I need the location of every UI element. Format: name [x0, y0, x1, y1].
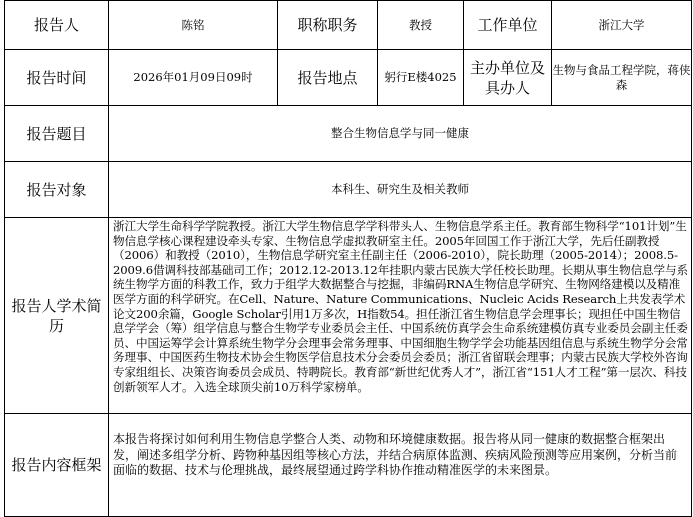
work-unit-label: 工作单位	[464, 1, 552, 50]
content-framework-text: 本报告将探讨如何利用生物信息学整合人类、动物和环境健康数据。报告将从同一健康的数据整合框架出发，阐述多组学分析、跨物种基因组等核心方法，并结合病原体监测、疾病风险预测等应用案例，分析当前面临的数据、技术与伦理挑战，最终展望通过跨学科协作推动精准医学的未来图景。	[109, 414, 692, 517]
report-time-label: 报告时间	[5, 50, 109, 106]
reporter-bio-label: 报告人学术简历	[5, 218, 109, 414]
reporter-bio-text: 浙江大学生命科学学院教授。浙江大学生物信息学学科带头人、生物信息学系主任。教育部生物科学“101计划”生物信息学核心课程建设牵头专家、生物信息学虚拟教研室主任。2005年回国工作于浙江大学，先后任副教授（2006）和教授（2010），生物信息学研究室主任副主任（2006-2010），院长助理（2005-2014）；2008.5-2009.6借调科技部基础司工作；2012.12-2013.12年挂职内蒙古民族大学任校长助理。长期从事生物信息学与系统生物学方面的科教工作，致力于组学大数据整合与挖掘，非编码RNA生物信息学研究、生物网络建模以及精准医学方面的科学研究。在Cell、Nature、Nature Communications、Nucleic Acids Research上共发表学术论文200余篇，Google Scholar引用1万多次，H指数54。担任浙江省生物信息学会理事长；现担任中国生物信息学学会（筹）组学信息与整合生物学专业委员会主任、中国系统仿真学会生命系统建模仿真专业委员会副主任委员、中国运筹学会计算系统生物学分会理事会常务理事、中国细胞生物学学会功能基因组信息与系统生物学分会常务理事、中国医药生物技术协会生物医学信息技术分会委员会委员；浙江省留联会理事；内蒙古民族大学校外咨询专家组组长、决策咨询委员会成员、特聘院长。教育部“新世纪优秀人才”，浙江省“151人才工程”第一层次、科技创新领军人才。入选全球顶尖前10万科学家榜单。	[109, 218, 692, 414]
host-label: 主办单位及具办人	[464, 50, 552, 106]
report-place-value: 躬行E楼4025	[378, 50, 464, 106]
report-audience-label: 报告对象	[5, 162, 109, 218]
row-time-place	[5, 50, 692, 106]
row-bio	[5, 218, 692, 414]
report-topic-label: 报告题目	[5, 106, 109, 162]
reporter-value: 陈铭	[109, 1, 278, 50]
report-time-value: 2026年01月09日09时	[109, 50, 278, 106]
job-title-label: 职称职务	[278, 1, 378, 50]
host-value: 生物与食品工程学院，蒋侠森	[552, 50, 692, 106]
row-topic	[5, 106, 692, 162]
row-audience	[5, 162, 692, 218]
report-place-label: 报告地点	[278, 50, 378, 106]
work-unit-value: 浙江大学	[552, 1, 692, 50]
report-audience-value: 本科生、研究生及相关教师	[109, 162, 692, 218]
row-framework	[5, 414, 692, 517]
reporter-label: 报告人	[5, 1, 109, 50]
report-info-table	[4, 0, 692, 517]
job-title-value: 教授	[378, 1, 464, 50]
content-framework-label: 报告内容框架	[5, 414, 109, 517]
row-reporter	[5, 1, 692, 50]
report-topic-value: 整合生物信息学与同一健康	[109, 106, 692, 162]
